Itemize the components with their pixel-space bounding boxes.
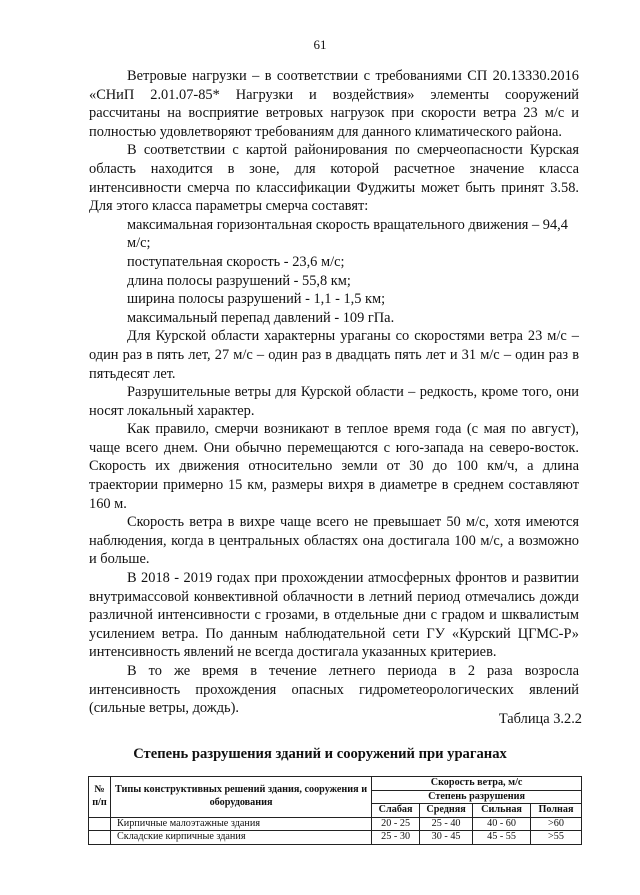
row-value: 30 - 45 (420, 831, 473, 845)
list-item: максимальный перепад давлений - 109 гПа. (127, 309, 395, 326)
row-type: Кирпичные малоэтажные здания (110, 817, 371, 831)
list-item: поступательная скорость - 23,6 м/с; (127, 253, 345, 270)
paragraph-summer-intensity: В то же время в течение летнего периода в 2 раза возросла интенсивность прохождения опасных гидрометеорологических явлений (сильные ветры, дождь). (89, 663, 579, 717)
row-num (89, 817, 111, 831)
header-level-strong: Сильная (473, 804, 531, 818)
header-wind-speed: Скорость ветра, м/с (372, 777, 582, 791)
paragraph-vortex-speed: Скорость ветра в вихре чаще всего не превышает 50 м/с, хотя имеются наблюдения, когда в центральных областях она достигала 100 м/с, а возможно и больше. (89, 514, 579, 568)
row-num (89, 831, 111, 845)
damage-table (88, 776, 582, 845)
list-item: ширина полосы разрушений - 1,1 - 1,5 км; (127, 291, 386, 308)
header-level-weak: Слабая (372, 804, 420, 818)
row-value: 25 - 40 (420, 817, 473, 831)
row-value: 45 - 55 (473, 831, 531, 845)
header-level-full: Полная (531, 804, 582, 818)
body-text (89, 67, 579, 718)
paragraph-tornado-season: Как правило, смерчи возникают в теплое время года (с мая по август), чаще всего днем. Они обычно перемещаются с юго-запада на северо-восток. Скорость их движения относительно земли от 30 до 100 км/ч, а длина траектории примерно 15 км, размеры вихря в диаметре в среднем составляют 160 м. (89, 421, 579, 512)
table-row (89, 817, 582, 831)
row-value: 40 - 60 (473, 817, 531, 831)
row-value: 25 - 30 (372, 831, 420, 845)
header-num: № п/п (89, 777, 111, 818)
paragraph-tornado-zone: В соответствии с картой районирования по смерчеопасности Курская область находится в зоне, для которой расчетное значение класса интенсивности смерча по классификации Фуджиты может быть принят 3.58. Для этого класса параметры смерча составят: (89, 142, 579, 215)
paragraph-2018-2019: В 2018 - 2019 годах при прохождении атмосферных фронтов и развитии внутримассовой конвективной облачности в летний период отмечались дожди различной интенсивности с грозами, в отдельные дни с градом и шквалистым усилением ветра. По данным наблюдательной сети ГУ «Курский ЦГМС-Р» интенсивность явлений не всегда достигала указанных критериев. (89, 570, 579, 661)
paragraph-wind-loads: Ветровые нагрузки – в соответствии с требованиями СП 20.13330.2016 «СНиП 2.01.07-85* Нагрузки и воздействия» элементы сооружений рассчитаны на восприятие ветровых нагрузок при скорости ветра 23 м/с и полностью удовлетворяют требованиям для данного климатического района. (89, 68, 579, 140)
table-row (89, 831, 582, 845)
scan-artifact (586, 790, 626, 850)
paragraph-destructive-winds: Разрушительные ветры для Курской области – редкость, кроме того, они носят локальный характер. (89, 384, 579, 419)
table-caption: Таблица 3.2.2 (498, 711, 582, 727)
header-types: Типы конструктивных решений здания, сооружения и оборудования (110, 777, 371, 818)
row-value: 20 - 25 (372, 817, 420, 831)
list-item: максимальная горизонтальная скорость вращательного движения – 94,4 м/с; (127, 216, 568, 252)
row-value: >60 (531, 817, 582, 831)
table-title: Степень разрушения зданий и сооружений при ураганах (133, 746, 507, 762)
paragraph-hurricanes: Для Курской области характерны ураганы со скоростями ветра 23 м/с – один раз в пять лет, 27 м/с – один раз в двадцать пять лет и 31 м/с – один раз в пятьдесят лет. (89, 328, 579, 382)
row-type: Складские кирпичные здания (110, 831, 371, 845)
list-item: длина полосы разрушений - 55,8 км; (127, 272, 351, 289)
page-number: 61 (313, 37, 327, 52)
header-level-medium: Средняя (420, 804, 473, 818)
row-value: >55 (531, 831, 582, 845)
header-damage-degree: Степень разрушения (372, 790, 582, 804)
